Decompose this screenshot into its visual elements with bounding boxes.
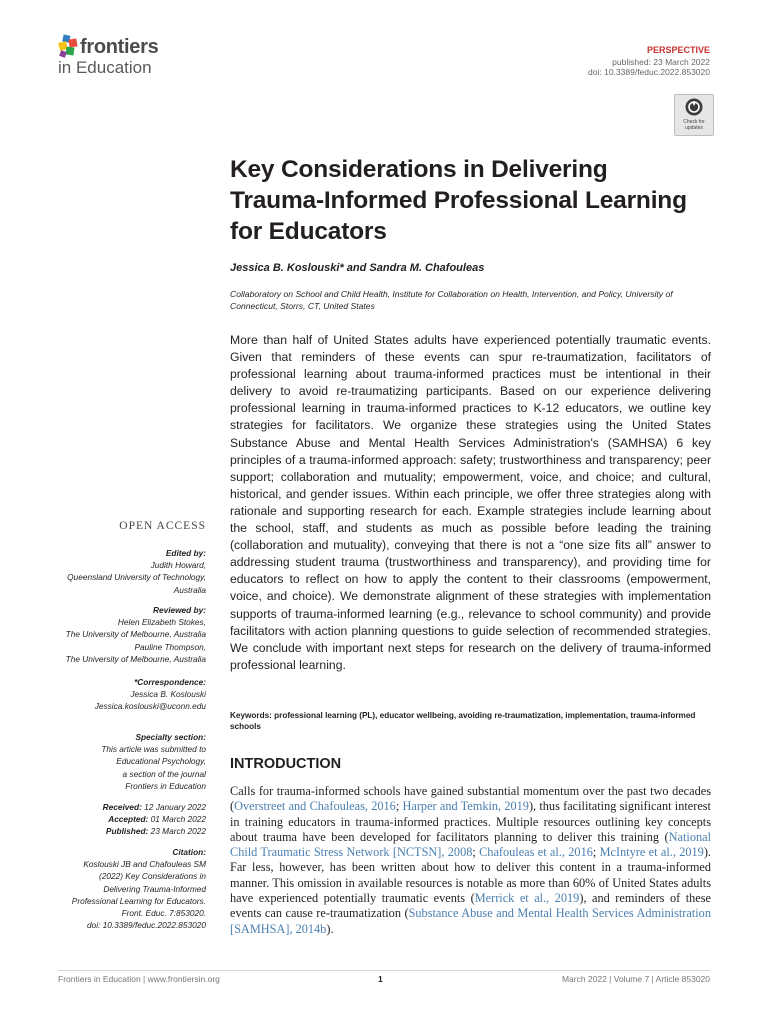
page-number: 1: [378, 974, 383, 984]
correspondence-email[interactable]: Jessica.koslouski@uconn.edu: [94, 701, 206, 712]
intro-text: ;: [472, 845, 480, 860]
footer-journal-url[interactable]: Frontiers in Education | www.frontiersin.org: [58, 974, 220, 984]
intro-text: Calls for trauma-informed schools have gained substantial momentum over the past two decades (: [230, 784, 711, 814]
received-value: 12 January 2022: [144, 802, 206, 812]
citation-link[interactable]: Substance Abuse and Mental Health Services Administration [SAMHSA], 2014b: [230, 906, 711, 936]
citation-link[interactable]: Chafouleas et al., 2016: [479, 845, 593, 860]
citation-link[interactable]: Harper and Temkin, 2019: [402, 799, 529, 814]
reviewer-2-affiliation: The University of Melbourne, Australia: [65, 653, 206, 664]
citation-line-2: (2022) Key Considerations in: [99, 871, 206, 882]
check-for-updates-badge[interactable]: [674, 94, 714, 136]
footer-divider: [58, 970, 710, 971]
citation-line-6[interactable]: doi: 10.3389/feduc.2022.853020: [86, 920, 206, 931]
received-date: [40, 801, 206, 813]
intro-text: ).: [326, 921, 334, 936]
specialty-line-1: This article was submitted to: [101, 744, 206, 755]
badge-caption-line1: Check for: [683, 119, 705, 125]
reviewed-by-label: Reviewed by:: [152, 605, 206, 615]
author-affiliation: Collaboratory on School and Child Health, Institute for Collaboration on Health, Intervention, and Policy, University of Connecticut, Storrs, CT, United States: [230, 289, 673, 311]
frontiers-logo-mark: [57, 34, 81, 60]
citation-link[interactable]: Merrick et al., 2019: [474, 891, 580, 906]
published-date: published: 23 March 2022: [612, 57, 710, 67]
keywords: [230, 710, 711, 732]
reviewer-1-affiliation: The University of Melbourne, Australia: [65, 629, 206, 640]
introduction-paragraph: [230, 784, 711, 937]
specialty-line-4: Frontiers in Education: [125, 780, 206, 791]
intro-text: ), thus facilitating significant interest in training educators in trauma-informed practices. Multiple resources outlining key concepts about trauma have been developed for facilitators planning to deliver this training (: [230, 799, 711, 844]
citation-line-1: Koslouski JB and Chafouleas SM: [83, 859, 206, 870]
editor-affiliation-2: Australia: [173, 584, 206, 595]
correspondence-name: Jessica B. Koslouski: [130, 689, 206, 700]
reviewer-1-name[interactable]: Helen Elizabeth Stokes,: [117, 617, 206, 628]
introduction-heading: INTRODUCTION: [230, 756, 342, 772]
citation-line-5: Front. Educ. 7:853020.: [121, 908, 206, 919]
open-access-label: OPEN ACCESS: [119, 520, 206, 532]
journal-logo-subtitle: in Education: [58, 58, 152, 77]
editor-name[interactable]: Judith Howard,: [150, 560, 206, 571]
citation-label: Citation:: [172, 847, 206, 857]
citation-block: [40, 846, 206, 931]
keywords-label: Keywords:: [230, 711, 272, 720]
accepted-label: Accepted:: [108, 814, 149, 825]
keywords-text: professional learning (PL), educator wellbeing, avoiding re-traumatization, implementation, trauma-informed schools: [230, 711, 696, 731]
journal-logo-word: frontiers: [80, 36, 159, 58]
published-date-side: [40, 825, 206, 837]
citation-line-4: Professional Learning for Educators.: [71, 895, 206, 906]
intro-text: ;: [395, 799, 403, 814]
accepted-value: 01 March 2022: [150, 814, 206, 825]
specialty-line-2: Educational Psychology,: [116, 756, 206, 767]
article-title: Key Considerations in Delivering Trauma-Informed Professional Learning for Educators: [230, 156, 687, 245]
citation-link[interactable]: Overstreet and Chafouleas, 2016: [234, 799, 396, 814]
footer-issue-info: March 2022 | Volume 7 | Article 853020: [561, 974, 710, 984]
abstract: More than half of United States adults have experienced potentially traumatic events. Given that reminders of these events can spur re-traumatization, facilitators of professional learning about trauma-informed practices must be intentional in their delivery to avoid re-traumatizing participants. Based on our experience delivering professional learning in trauma-informed practices to K-12 educators, we outline key strategies for facilitators. We organize these strategies using the United States Substance Abuse and Mental Health Services Administration's (SAMHSA) 6 key principles of a trauma-informed approach: safety; trustworthiness and transparency; peer support; collaboration and mutuality; empowerment, voice, and choice; and cultural, historical, and gender issues. Within each principle, we offer three strategies along with rationale and supporting research for each. Example strategies include learning about the school, staff, and students as much as possible before leading the training (collaboration and mutuality), conveying that there is not a “one size fits all” answer to addressing student trauma (trustworthiness and transparency), and providing time for educators to reflect on how to apply the content to their classrooms (empowerment, voice, and choice). We demonstrate alignment of these strategies with implementation supports of trauma-informed learning (e.g., relevance to school community) and provide facilitators with action planning questions to guide selection of recommended strategies. We conclude with important next steps for research on the delivery of trauma-informed professional learning.: [230, 333, 711, 672]
published-value: 23 March 2022: [150, 826, 206, 837]
citation-line-3: Delivering Trauma-Informed: [103, 883, 206, 894]
badge-caption-line2: updates: [685, 125, 703, 131]
intro-text: ;: [592, 845, 600, 860]
received-label: Received:: [102, 802, 142, 812]
correspondence-label: *Correspondence:: [134, 677, 206, 687]
edited-by-label: Edited by:: [165, 548, 206, 558]
published-label: Published:: [105, 826, 149, 837]
reviewer-2-name[interactable]: Pauline Thompson,: [134, 641, 206, 652]
article-doi[interactable]: doi: 10.3389/feduc.2022.853020: [588, 67, 710, 77]
article-type: PERSPECTIVE: [646, 45, 710, 55]
edited-by-block: [40, 547, 206, 596]
specialty-line-3: a section of the journal: [122, 768, 206, 779]
author-list[interactable]: Jessica B. Koslouski* and Sandra M. Chafouleas: [230, 262, 485, 274]
accepted-date: [40, 813, 206, 825]
intro-text: ). Far less, however, has been written about how to deliver this content in a trauma-informed manner. This omission in available resources is notable as more than 60% of United States adults have experienced potentially traumatic events (: [230, 845, 711, 906]
intro-text: ), and reminders of these events can cause re-traumatization (: [230, 891, 711, 921]
citation-link[interactable]: McIntyre et al., 2019: [599, 845, 704, 860]
reviewed-by-block: [40, 604, 206, 665]
correspondence-block: [40, 676, 206, 713]
citation-link[interactable]: National Child Traumatic Stress Network [NCTSN], 2008: [230, 829, 711, 860]
editor-affiliation-1: Queensland University of Technology,: [67, 572, 206, 583]
specialty-section-block: [40, 731, 206, 792]
check-updates-icon: [675, 96, 713, 120]
specialty-label: Specialty section:: [135, 732, 206, 742]
dates-block: [40, 801, 206, 838]
